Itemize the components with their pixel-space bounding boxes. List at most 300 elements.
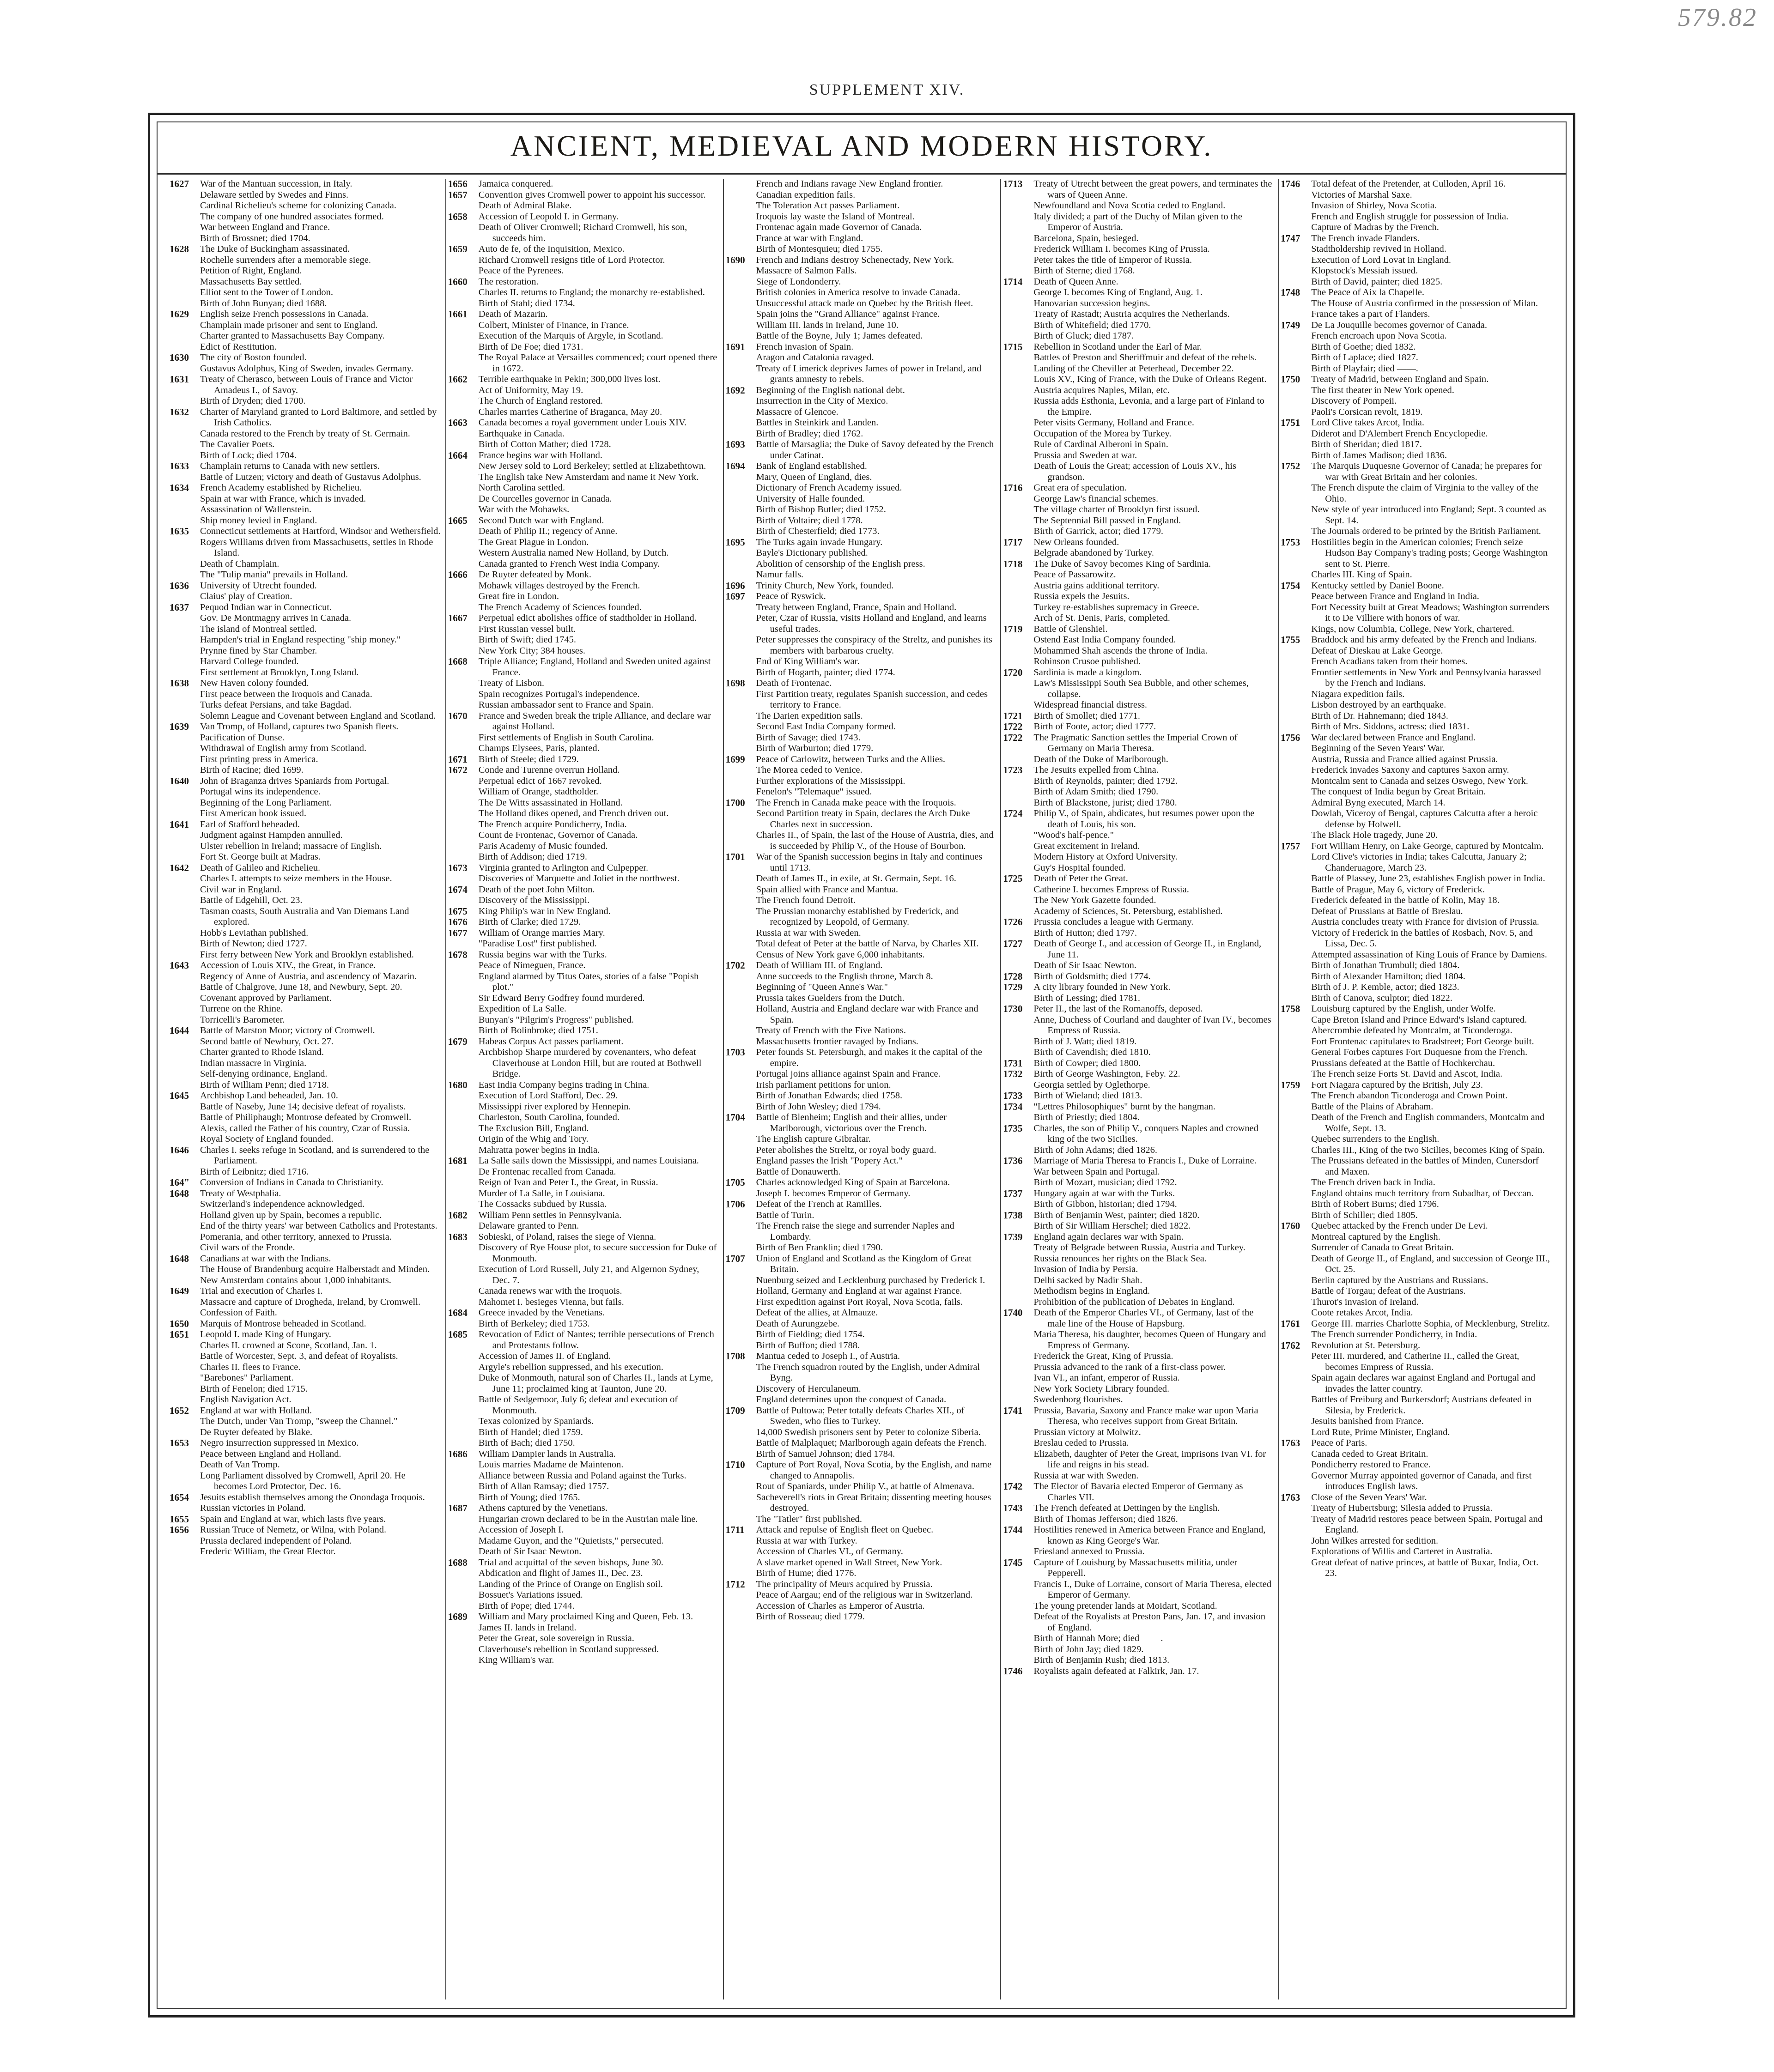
event-text: The French dispute the claim of Virginia to the valley of the Ohio.: [1311, 483, 1538, 504]
event-text: De Ruyter defeated by Monk.: [478, 569, 592, 580]
event-text: Birth of Laplace; died 1827.: [1311, 352, 1418, 363]
event-text: Death of Frontenac.: [756, 678, 832, 688]
event-text: First Russian vessel built.: [478, 624, 576, 634]
entry-year: 1728: [1003, 970, 1023, 982]
event-text: Insurrection in the City of Mexico.: [756, 396, 888, 406]
event-text: The New York Gazette founded.: [1033, 895, 1156, 905]
entry-events: [1033, 537, 1273, 559]
event-text: Long Parliament dissolved by Cromwell, April 20. He becomes Lord Protector, Dec. 16.: [200, 1470, 406, 1491]
event-text: Massachusetts Bay settled.: [200, 276, 302, 287]
event-text: The first theater in New York opened.: [1311, 385, 1454, 395]
event-text: Quebec surrenders to the English.: [1311, 1134, 1440, 1144]
entry-year: 1706: [725, 1199, 745, 1210]
event-text: The French seize Forts St. David and Ascot, India.: [1311, 1069, 1503, 1079]
event-text: Peter, Czar of Russia, visits Holland and England, and learns useful trades.: [756, 613, 987, 634]
event-text: Death of the French and English commanders, Montcalm and Wolfe, Sept. 13.: [1311, 1112, 1545, 1133]
entry-year: 1671: [448, 753, 468, 765]
event-text: Death of the poet John Milton.: [478, 884, 595, 895]
event-text: Archbishop Land beheaded, Jan. 10.: [200, 1091, 338, 1101]
entry-events: [1311, 733, 1551, 841]
entry-events: [200, 483, 441, 526]
event-text: Great fire in London.: [478, 591, 559, 601]
event-text: Civil war in England.: [200, 884, 282, 895]
entry-events: [479, 906, 718, 917]
event-text: Sir Edward Berry Godfrey found murdered.: [478, 993, 645, 1003]
timeline-entry: [1281, 581, 1551, 635]
entry-events: [756, 591, 996, 678]
entry-year: 1722: [1003, 732, 1023, 743]
event-text: Capture of Louisburg by Massachusetts militia, under Pepperell.: [1033, 1557, 1238, 1578]
entry-events: [756, 1047, 996, 1112]
event-text: England at war with Holland.: [200, 1405, 312, 1416]
timeline-entry: [1003, 559, 1273, 624]
timeline-entry: [448, 190, 718, 212]
entry-events: [1033, 971, 1273, 982]
event-text: Paoli's Corsican revolt, 1819.: [1311, 406, 1423, 417]
event-text: Birth of Robert Burns; died 1796.: [1311, 1199, 1439, 1209]
entry-events: [200, 1025, 441, 1091]
event-text: Battle of Donauwerth.: [756, 1166, 841, 1177]
event-text: Spain and England at war, which lasts five years.: [200, 1514, 386, 1524]
timeline-entry: [1281, 461, 1551, 537]
entry-year: 1691: [725, 341, 745, 352]
timeline-entry: [726, 1351, 996, 1406]
entry-year: 1648: [170, 1187, 189, 1199]
entry-events: [479, 754, 718, 765]
entry-events: [756, 1177, 996, 1199]
event-text: Rout of Spaniards, under Philip V., at battle of Almenava.: [756, 1481, 974, 1491]
event-text: Prussia and Sweden at war.: [1033, 450, 1137, 460]
timeline-entry: [1003, 1210, 1273, 1232]
event-text: Peace of Carlowitz, between Turks and the Allies.: [756, 754, 945, 764]
event-text: Death of George I., and accession of George II., in England, June 11.: [1033, 939, 1262, 960]
entry-events: [1033, 711, 1273, 722]
event-text: End of the thirty years' war between Catholics and Protestants.: [200, 1221, 437, 1231]
entry-events: [1311, 320, 1551, 375]
entry-events: [479, 190, 718, 212]
event-text: Birth of Hannah More; died ——.: [1033, 1633, 1163, 1643]
event-text: English Navigation Act.: [200, 1394, 292, 1405]
event-text: Royal Society of England founded.: [200, 1134, 334, 1144]
entry-events: [1311, 233, 1551, 288]
event-text: Birth of Cowper; died 1800.: [1033, 1058, 1141, 1068]
event-text: Death of Champlain.: [200, 558, 279, 569]
timeline-entry: [170, 1286, 441, 1319]
entry-events: [479, 1308, 718, 1329]
timeline-entry: [170, 1319, 441, 1330]
timeline-entry: [726, 255, 996, 342]
timeline-entry: [448, 1232, 718, 1308]
event-text: The Holland dikes opened, and French driven out.: [478, 808, 669, 818]
timeline-entry: [1003, 971, 1273, 982]
event-text: Fort Niagara captured by the British, July 23.: [1311, 1079, 1483, 1090]
event-text: Birth of Whitefield; died 1770.: [1033, 320, 1151, 330]
timeline-entry: [1003, 277, 1273, 342]
event-text: Defeat of the allies, at Almauze.: [756, 1308, 878, 1318]
entry-events: [1033, 1210, 1273, 1232]
event-text: Namur falls.: [756, 569, 804, 580]
entry-year: 1745: [1003, 1557, 1023, 1568]
event-text: Barcelona, Spain, besieged.: [1033, 233, 1139, 243]
event-text: Argyle's rebellion suppressed, and his execution.: [478, 1362, 663, 1372]
entry-events: [1033, 1058, 1273, 1069]
entry-events: [200, 179, 441, 244]
entry-events: [1311, 1004, 1551, 1080]
event-text: Birth of Bishop Butler; died 1752.: [756, 504, 886, 515]
event-text: Treaty of Utrecht between the great powers, and terminates the wars of Queen Anne.: [1033, 179, 1272, 200]
event-text: Discovery of Rye House plot, to secure succession for Duke of Monmouth.: [478, 1242, 717, 1264]
event-text: University of Halle founded.: [756, 493, 865, 504]
timeline-column-4: [1000, 179, 1278, 1999]
event-text: Death of Sir Isaac Newton.: [1033, 960, 1136, 970]
event-text: De Courcelles governor in Canada.: [478, 493, 612, 504]
timeline-entry: [1003, 873, 1273, 917]
entry-events: [1033, 1004, 1273, 1058]
timeline-entry: [726, 439, 996, 461]
entry-events: [1033, 277, 1273, 342]
timeline-entry: [1003, 624, 1273, 667]
event-text: Peter II., the last of the Romanoffs, deposed.: [1033, 1004, 1203, 1014]
event-text: Birth of Steele; died 1729.: [478, 754, 579, 764]
timeline-entry: [726, 581, 996, 592]
event-text: Treaty between England, France, Spain and Holland.: [756, 602, 957, 612]
event-text: Fort St. George built at Madras.: [200, 852, 321, 862]
entry-year: 1751: [1281, 417, 1300, 428]
event-text: Frederick defeated in the battle of Kolin, May 18.: [1311, 895, 1500, 905]
event-text: Trinity Church, New York, founded.: [756, 580, 894, 591]
event-text: Berlin captured by the Austrians and Russians.: [1311, 1275, 1488, 1285]
timeline-entry: [1003, 1503, 1273, 1525]
entry-year: 1635: [170, 526, 189, 537]
event-text: Execution of Lord Lovat in England.: [1311, 254, 1452, 265]
event-text: Withdrawal of English army from Scotland.: [200, 743, 367, 753]
event-text: Invasion of India by Persia.: [1033, 1264, 1138, 1274]
entry-events: [479, 1503, 718, 1557]
timeline-entry: [1281, 179, 1551, 233]
entry-year: 1683: [448, 1231, 468, 1242]
event-text: Peter abolishes the Streltz, or royal body guard.: [756, 1145, 936, 1155]
timeline-entry: [1281, 635, 1551, 733]
timeline-entry: [1003, 1091, 1273, 1102]
entry-year: 1725: [1003, 873, 1023, 884]
entry-events: [200, 374, 441, 407]
timeline-entry: [448, 711, 718, 754]
event-text: French and Indians ravage New England frontier.: [756, 179, 943, 189]
timeline-entry: [1003, 711, 1273, 722]
event-text: Sardinia is made a kingdom.: [1033, 667, 1142, 678]
event-text: Defeat of Prussians at Battle of Breslau.: [1311, 906, 1463, 916]
entry-year: 1642: [170, 862, 189, 873]
timeline-entry: [726, 1199, 996, 1254]
event-text: Birth of Buffon; died 1788.: [756, 1340, 860, 1351]
event-text: Ivan VI., an infant, emperor of Russia.: [1033, 1373, 1180, 1383]
event-text: Gov. De Montmagny arrives in Canada.: [200, 613, 352, 623]
event-text: Coote retakes Arcot, India.: [1311, 1308, 1413, 1318]
event-text: Death of James II., in exile, at St. Germain, Sept. 16.: [756, 873, 956, 884]
event-text: Pequod Indian war in Connecticut.: [200, 602, 332, 612]
timeline-entry: [1281, 733, 1551, 841]
entry-events: [756, 385, 996, 440]
event-text: Battle of Pultowa; Peter totally defeats Charles XII., of Sweden, who flies to Turkey.: [756, 1405, 965, 1426]
event-text: Total defeat of Peter at the battle of Narva, by Charles XII.: [756, 939, 979, 949]
event-text: Harvard College founded.: [200, 656, 299, 666]
event-text: Birth of Dryden; died 1700.: [200, 396, 306, 406]
event-text: Jesuits establish themselves among the Onondaga Iroquois.: [200, 1492, 425, 1503]
event-text: The English take New Amsterdam and name it New York.: [478, 472, 699, 482]
event-text: Russia renounces her rights on the Black Sea.: [1033, 1253, 1207, 1264]
event-text: Pondicherry restored to France.: [1311, 1460, 1431, 1470]
event-text: Peter founds St. Petersburgh, and makes it the capital of the empire.: [756, 1047, 982, 1068]
event-text: Birth of Cotton Mather; died 1728.: [478, 439, 611, 449]
event-text: Montreal captured by the English.: [1311, 1231, 1440, 1242]
event-text: The House of Brandenburg acquire Halberstadt and Minden.: [200, 1264, 430, 1274]
event-text: Birth of Benjamin Rush; died 1813.: [1033, 1655, 1170, 1665]
event-text: The French in Canada make peace with the Iroquois.: [756, 797, 956, 808]
entry-events: [756, 678, 996, 754]
event-text: The House of Austria confirmed in the possession of Milan.: [1311, 298, 1538, 309]
entry-events: [479, 1557, 718, 1612]
entry-events: [200, 244, 441, 309]
entry-year: 1741: [1003, 1405, 1023, 1416]
event-text: Birth of Benjamin West, painter; died 1820.: [1033, 1210, 1200, 1220]
event-text: Prynne fined by Star Chamber.: [200, 645, 317, 656]
event-text: Total defeat of the Pretender, at Culloden, April 16.: [1311, 179, 1506, 189]
event-text: The Turks again invade Hungary.: [756, 537, 883, 547]
event-text: Russia at war with Sweden.: [756, 927, 861, 938]
entry-events: [200, 407, 441, 461]
entry-year: 1641: [170, 818, 189, 830]
event-text: Hanovarian succession begins.: [1033, 298, 1150, 309]
event-text: Bossuet's Variations issued.: [478, 1590, 583, 1600]
entry-events: [1033, 1503, 1273, 1525]
timeline-entry: [1281, 320, 1551, 375]
event-text: Massacre of Glencoe.: [756, 406, 838, 417]
event-text: Spain recognizes Portugal's independence.: [478, 689, 640, 699]
event-text: Death of Queen Anne.: [1033, 276, 1118, 287]
event-text: Death of the Duke of Marlborough.: [1033, 754, 1168, 764]
event-text: Archbishop Sharpe murdered by covenanters, who defeat Claverhouse at London Hill, but are routed at Bothwell Bridge.: [478, 1047, 702, 1079]
event-text: Russian victories in Poland.: [200, 1503, 306, 1513]
timeline-entry: [726, 754, 996, 798]
event-text: Peter III. murdered, and Catherine II., called the Great, becomes Empress of Russia.: [1311, 1351, 1519, 1372]
event-text: William of Orange marries Mary.: [478, 927, 605, 938]
event-text: Birth of Reynolds, painter; died 1792.: [1033, 775, 1178, 786]
entry-year: 1687: [448, 1503, 468, 1514]
event-text: Frederick William I. becomes King of Prussia.: [1033, 244, 1210, 254]
event-text: France begins war with Holland.: [478, 450, 602, 460]
entry-year: 1748: [1281, 287, 1300, 298]
timeline-entry: [1003, 1308, 1273, 1406]
entry-events: [479, 917, 718, 928]
entry-year: 1692: [725, 384, 745, 396]
event-text: War with the Mohawks.: [478, 504, 570, 515]
timeline-entry: [448, 1329, 718, 1449]
event-text: Hostilities renewed in America between France and England, known as King George's War.: [1033, 1525, 1266, 1546]
entry-year: 1705: [725, 1177, 745, 1188]
timeline-entry: [170, 1145, 441, 1178]
event-text: The Toleration Act passes Parliament.: [756, 200, 900, 211]
event-text: General Forbes captures Fort Duquesne from the French.: [1311, 1047, 1528, 1057]
entry-year: 1763: [1281, 1491, 1300, 1503]
entry-events: [1311, 179, 1551, 233]
event-text: Birth of Alexander Hamilton; died 1804.: [1311, 971, 1465, 981]
event-text: Cardinal Richelieu's scheme for colonizing Canada.: [200, 200, 396, 211]
event-text: Thurot's invasion of Ireland.: [1311, 1297, 1419, 1307]
event-text: Birth of James Madison; died 1836.: [1311, 450, 1447, 460]
entry-year: 1722: [1003, 721, 1023, 732]
event-text: Death of the Emperor Charles VI., of Germany, last of the male line of the House of Hapsburg.: [1033, 1308, 1254, 1329]
event-text: The city of Boston founded.: [200, 352, 307, 363]
timeline-entry: [170, 244, 441, 309]
event-text: Birth of Sir William Herschel; died 1822.: [1033, 1221, 1191, 1231]
event-text: First Partition treaty, regulates Spanish succession, and cedes territory to France.: [756, 689, 988, 710]
event-text: Georgia settled by Oglethorpe.: [1033, 1079, 1150, 1090]
event-text: Second East India Company formed.: [756, 721, 896, 732]
timeline-entry: [448, 765, 718, 863]
event-text: Widespread financial distress.: [1033, 700, 1148, 710]
timeline-entry: [1003, 1666, 1273, 1677]
event-text: Charter granted to Massachusetts Bay Company.: [200, 331, 385, 341]
event-text: Second battle of Newbury, Oct. 27.: [200, 1036, 334, 1047]
event-text: New Haven colony founded.: [200, 678, 309, 688]
entry-events: [756, 1199, 996, 1254]
event-text: Spain allied with France and Mantua.: [756, 884, 899, 895]
entry-events: [1033, 342, 1273, 483]
entry-events: [756, 581, 996, 592]
event-text: New style of year introduced into England; Sept. 3 counted as Sept. 14.: [1311, 504, 1546, 526]
event-text: New Orleans founded.: [1033, 537, 1119, 547]
entry-year: 1756: [1281, 732, 1300, 743]
event-text: Russia begins war with the Turks.: [478, 949, 607, 960]
entry-year: 1650: [170, 1318, 189, 1329]
event-text: Birth of J. P. Kemble, actor; died 1823.: [1311, 982, 1459, 992]
entry-year: 1659: [448, 243, 468, 254]
event-text: Hampden's trial in England respecting "ship money.": [200, 635, 401, 645]
entry-events: [479, 863, 718, 885]
entry-events: [1311, 581, 1551, 635]
timeline-entry: [1003, 917, 1273, 939]
timeline-entry: [170, 461, 441, 483]
timeline-column-3: [723, 179, 1001, 1999]
event-text: Surrender of Canada to Great Britain.: [1311, 1242, 1454, 1253]
entry-events: [1033, 1525, 1273, 1557]
event-text: Birth of Blackstone, jurist; died 1780.: [1033, 797, 1177, 808]
event-text: Revocation of Edict of Nantes; terrible persecutions of French and Protestants follow.: [478, 1329, 714, 1351]
entry-events: [479, 244, 718, 277]
event-text: Pacification of Dunse.: [200, 732, 285, 743]
event-text: Turrene on the Rhine.: [200, 1004, 283, 1014]
event-text: The Marquis Duquesne Governor of Canada; he prepares for war with Great Britain and her colonies.: [1311, 461, 1542, 482]
event-text: Ship money levied in England.: [200, 515, 317, 526]
event-text: Birth of Gluck; died 1787.: [1033, 331, 1134, 341]
event-text: Anne succeeds to the English throne, March 8.: [756, 971, 933, 981]
event-text: Turkey re-establishes supremacy in Greece.: [1033, 602, 1199, 612]
event-text: The Exclusion Bill, England.: [478, 1123, 589, 1133]
entry-year: 1700: [725, 797, 745, 808]
timeline-entry: [1281, 1004, 1551, 1080]
event-text: Invasion of Shirley, Nova Scotia.: [1311, 200, 1437, 211]
timeline-entry: [170, 1492, 441, 1514]
entry-events: [1033, 1308, 1273, 1406]
event-text: Sacheverell's riots in Great Britain; dissenting meeting houses destroyed.: [756, 1492, 991, 1513]
entry-events: [1311, 537, 1551, 581]
timeline-entry: [448, 569, 718, 613]
timeline-entry: [448, 950, 718, 1036]
event-text: Birth of Ben Franklin; died 1790.: [756, 1242, 883, 1253]
entry-events: [479, 277, 718, 309]
event-text: Defeat of Dieskau at Lake George.: [1311, 645, 1443, 656]
event-text: New York City; 384 houses.: [478, 645, 586, 656]
event-text: Peace of Paris.: [1311, 1438, 1367, 1448]
entry-year: 1715: [1003, 341, 1023, 352]
entry-events: [756, 537, 996, 581]
event-text: Birth of Savage; died 1743.: [756, 732, 861, 743]
entry-year: 1746: [1003, 1665, 1023, 1677]
timeline-entry: [726, 591, 996, 678]
event-text: King William's war.: [478, 1655, 554, 1665]
event-text: East India Company begins trading in China.: [478, 1079, 650, 1090]
event-text: Jamaica conquered.: [478, 179, 553, 189]
entry-events: [200, 1514, 441, 1525]
event-text: Mohawk villages destroyed by the French.: [478, 580, 640, 591]
timeline-entry: [170, 1329, 441, 1406]
event-text: France takes a part of Flanders.: [1311, 309, 1430, 319]
entry-year: 1670: [448, 710, 468, 721]
timeline-entry: [1281, 418, 1551, 461]
event-text: Death of George II., of England, and succession of George III., Oct. 25.: [1311, 1253, 1550, 1274]
timeline-entry: [726, 537, 996, 581]
event-text: Birth of Hogarth, painter; died 1774.: [756, 667, 895, 678]
entry-events: [1033, 721, 1273, 733]
event-text: Discovery of Pompeii.: [1311, 396, 1397, 406]
event-text: Landing of the Cheviller at Peterhead, December 22.: [1033, 363, 1234, 374]
entry-events: [479, 885, 718, 906]
timeline-entry: [1003, 1102, 1273, 1123]
event-text: Second Dutch war with England.: [478, 515, 604, 526]
event-text: Treaty of Madrid, between England and Spain.: [1311, 374, 1489, 384]
event-text: Birth of Mrs. Siddons, actress; died 1831.: [1311, 721, 1470, 732]
event-text: Solemn League and Covenant between England and Scotland.: [200, 710, 436, 721]
entry-events: [200, 1329, 441, 1406]
entry-events: [756, 1579, 996, 1623]
entry-year: 1733: [1003, 1090, 1023, 1101]
event-text: First settlement at Brooklyn, Long Island.: [200, 667, 359, 678]
event-text: First American book issued.: [200, 808, 307, 818]
entry-year: 1674: [448, 884, 468, 895]
entry-year: 1721: [1003, 710, 1023, 721]
entry-events: [1311, 841, 1551, 1004]
timeline-entry: [170, 179, 441, 244]
event-text: Death of Mazarin.: [478, 309, 548, 319]
entry-events: [1033, 559, 1273, 624]
event-text: The young pretender lands at Moidart, Scotland.: [1033, 1600, 1217, 1611]
entry-events: [1311, 418, 1551, 461]
entry-year: 1676: [448, 916, 468, 927]
event-text: Birth of Clarke; died 1729.: [478, 917, 581, 927]
event-text: Prussian victory at Molwitz.: [1033, 1427, 1141, 1437]
page-frame: [148, 113, 1575, 2017]
event-text: Torricelli's Barometer.: [200, 1014, 285, 1025]
entry-year: 1629: [170, 309, 189, 320]
entry-events: [479, 1080, 718, 1156]
entry-events: [479, 1329, 718, 1449]
event-text: Fort Frontenac capitulates to Bradstreet; Fort George built.: [1311, 1036, 1534, 1047]
entry-events: [1033, 1123, 1273, 1156]
entry-year: 1631: [170, 374, 189, 385]
event-text: Canada granted to French West India Company.: [478, 558, 660, 569]
entry-year: 1739: [1003, 1231, 1023, 1242]
event-text: Execution of the Marquis of Argyle, in Scotland.: [478, 331, 663, 341]
